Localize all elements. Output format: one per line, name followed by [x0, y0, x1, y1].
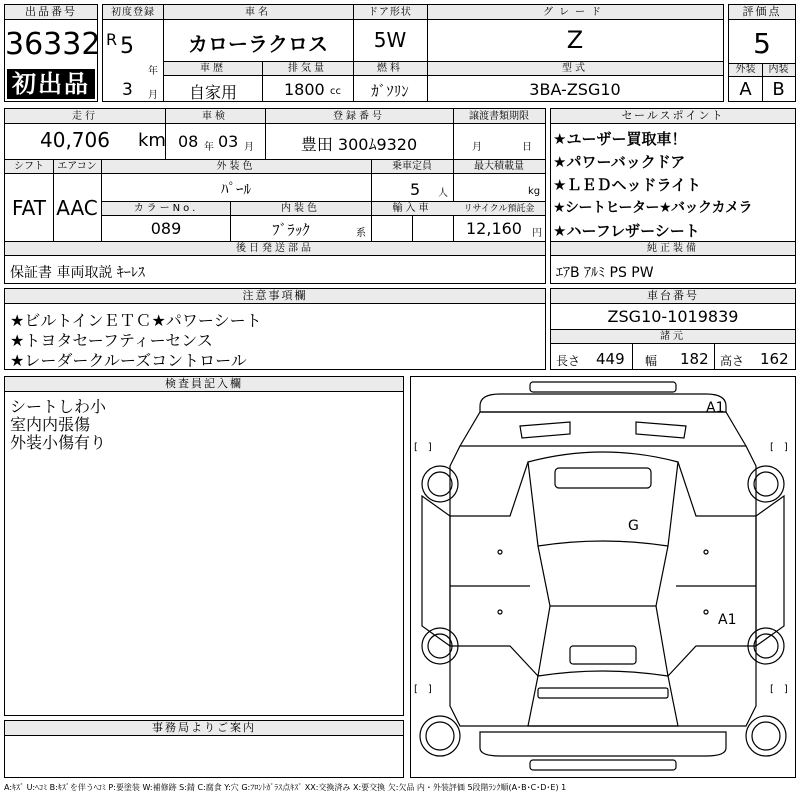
color-value: ﾊﾟｰﾙ [220, 180, 251, 198]
diagram-bracket: [ ] [414, 684, 432, 695]
load-label: 最大積載量 [474, 161, 524, 172]
sales-point: ★ハーフレザーシート [553, 222, 700, 240]
transfer-day: 日 [522, 142, 532, 153]
sales-point: ★ユーザー買取車！ [553, 130, 687, 148]
exterior-label: 外装 [735, 64, 756, 75]
color-label: 外装色 [216, 161, 256, 172]
damage-mark-rear: A1 [718, 612, 737, 628]
lot-number: 36332 [5, 27, 101, 62]
diagram-bracket: [ ] [770, 442, 788, 453]
mileage-label: 走行 [72, 111, 98, 122]
height-value: 162 [760, 350, 789, 368]
grade-value: Z [566, 26, 584, 54]
inspector-label: 検査員記入欄 [5, 377, 403, 392]
capacity-label: 乗車定員 [392, 161, 432, 172]
inspection-year-unit: 年 [204, 142, 214, 153]
score-box [728, 4, 796, 102]
first-reg-month: 3 [122, 80, 133, 100]
history-label: 車歴 [200, 63, 226, 74]
capacity-value: 5 [410, 180, 421, 199]
damage-mark-roof: G [628, 518, 639, 534]
transfer-month: 月 [472, 142, 482, 153]
diagram-bracket: [ ] [770, 684, 788, 695]
shift-value: FAT [11, 196, 46, 220]
sales-points-label: セールスポイント [551, 109, 795, 124]
later-parts-value: 保証書 車両取説 ｷｰﾚｽ [10, 265, 145, 281]
load-unit: kg [528, 186, 541, 197]
displacement-label: 排気量 [288, 63, 327, 74]
inspector-line: 室内内張傷 [10, 415, 91, 434]
width-value: 182 [680, 350, 709, 368]
displacement-unit: cc [330, 86, 341, 97]
equipment-label: 純正装備 [647, 243, 699, 254]
score-label: 評価点 [729, 5, 795, 20]
fuel-label: 燃料 [377, 63, 403, 74]
recycle-unit: 円 [532, 228, 542, 239]
damage-mark-front: A1 [706, 400, 725, 416]
door-type: 5W [373, 28, 407, 52]
note-line: ★ビルトインＥＴＣ★パワーシート [10, 311, 262, 330]
first-reg-year-unit: 年 [148, 66, 158, 77]
sales-point: ★ＬＥＤヘッドライト [553, 176, 701, 194]
office-label: 事務局よりご案内 [5, 721, 403, 736]
interior-grade: B [772, 79, 785, 100]
capacity-unit: 人 [438, 188, 448, 199]
inspector-line: 外装小傷有り [10, 433, 107, 452]
exterior-grade: A [739, 79, 752, 100]
length-label: 長さ [556, 354, 581, 368]
inspector-line: シートしわ小 [10, 397, 107, 416]
inspection-year: 08 [178, 132, 199, 151]
transfer-label: 譲渡書類期限 [469, 111, 529, 122]
plate-label: 登録番号 [333, 111, 385, 122]
plate-value: 豊田 300ﾑ9320 [300, 135, 418, 154]
fuel-value: ｶﾞｿﾘﾝ [371, 82, 409, 100]
first-reg-year: 5 [120, 34, 134, 59]
recycle-label: リサイクル預託金 [463, 204, 535, 214]
model-value: 3BA-ZSG10 [529, 80, 621, 99]
first-listing-badge: 初出品 [7, 69, 95, 99]
door-label: ドア形状 [368, 7, 412, 18]
color-no-value: 089 [150, 219, 182, 238]
note-line: ★レーダークルーズコントロール [10, 351, 247, 370]
chassis-label: 車台番号 [551, 289, 795, 304]
lot-number-label: 出品番号 [5, 5, 97, 20]
inspection-label: 車検 [202, 111, 228, 122]
later-parts-label: 後日発送部品 [236, 243, 314, 254]
ac-value: AAC [56, 196, 98, 220]
mileage-unit: km [138, 130, 166, 151]
note-line: ★トヨタセーフティーセンス [10, 331, 213, 350]
score-value: 5 [753, 27, 771, 60]
first-reg-label: 初度登録 [111, 7, 155, 18]
ac-label: エアコン [57, 161, 97, 172]
mileage-value: 40,706 [40, 128, 110, 152]
first-reg-month-unit: 月 [148, 90, 158, 101]
first-reg-era: R [106, 30, 118, 49]
car-name: カローラクロス [188, 32, 328, 56]
sales-point: ★パワーバックドア [553, 153, 686, 171]
inspection-month: 03 [218, 132, 239, 151]
displacement-value: 1800 [284, 80, 325, 99]
grade-label: グレード [543, 7, 607, 18]
recycle-value: 12,160 [466, 219, 522, 238]
color-no-label: カラーNo. [133, 203, 199, 214]
model-label: 型式 [562, 63, 588, 74]
dims-label: 諸元 [660, 331, 686, 342]
interior-label: 内装 [768, 64, 789, 75]
equipment-value: ｴｱB ｱﾙﾐ PS PW [556, 265, 654, 281]
sales-point: ★シートヒーター★バックカメラ [553, 200, 753, 216]
import-label: 輸入車 [392, 203, 432, 214]
diagram-bracket: [ ] [414, 442, 432, 453]
legend-text: A:ｷｽﾞ U:ﾍｺﾐ B:ｷｽﾞを伴うﾍｺﾐ P:要塗装 W:補修跡 S:錆 C:腐食 Y:穴 G:ﾌﾛﾝﾄｶﾞﾗｽ点ｷｽﾞ XX:交換済み X:要交換 欠:欠品 内・外装評価 5段階ﾗﾝｸ順(A･B･C･D･E) 1 [4, 783, 567, 792]
interior-color-label: 内装色 [281, 203, 320, 214]
interior-color-suffix: 系 [356, 228, 366, 239]
notes-label: 注意事項欄 [5, 289, 545, 304]
lot-number-box [4, 4, 101, 102]
chassis-number: ZSG10-1019839 [607, 307, 739, 326]
interior-color-value: ﾌﾞﾗｯｸ [272, 221, 310, 239]
car-diagram [410, 376, 796, 778]
history-value: 自家用 [188, 83, 237, 102]
name-label: 車名 [245, 7, 271, 18]
length-value: 449 [596, 350, 625, 368]
shift-label: シフト [14, 161, 44, 172]
height-label: 高さ [720, 354, 745, 368]
width-label: 幅 [645, 354, 658, 368]
inspection-month-unit: 月 [244, 142, 254, 153]
